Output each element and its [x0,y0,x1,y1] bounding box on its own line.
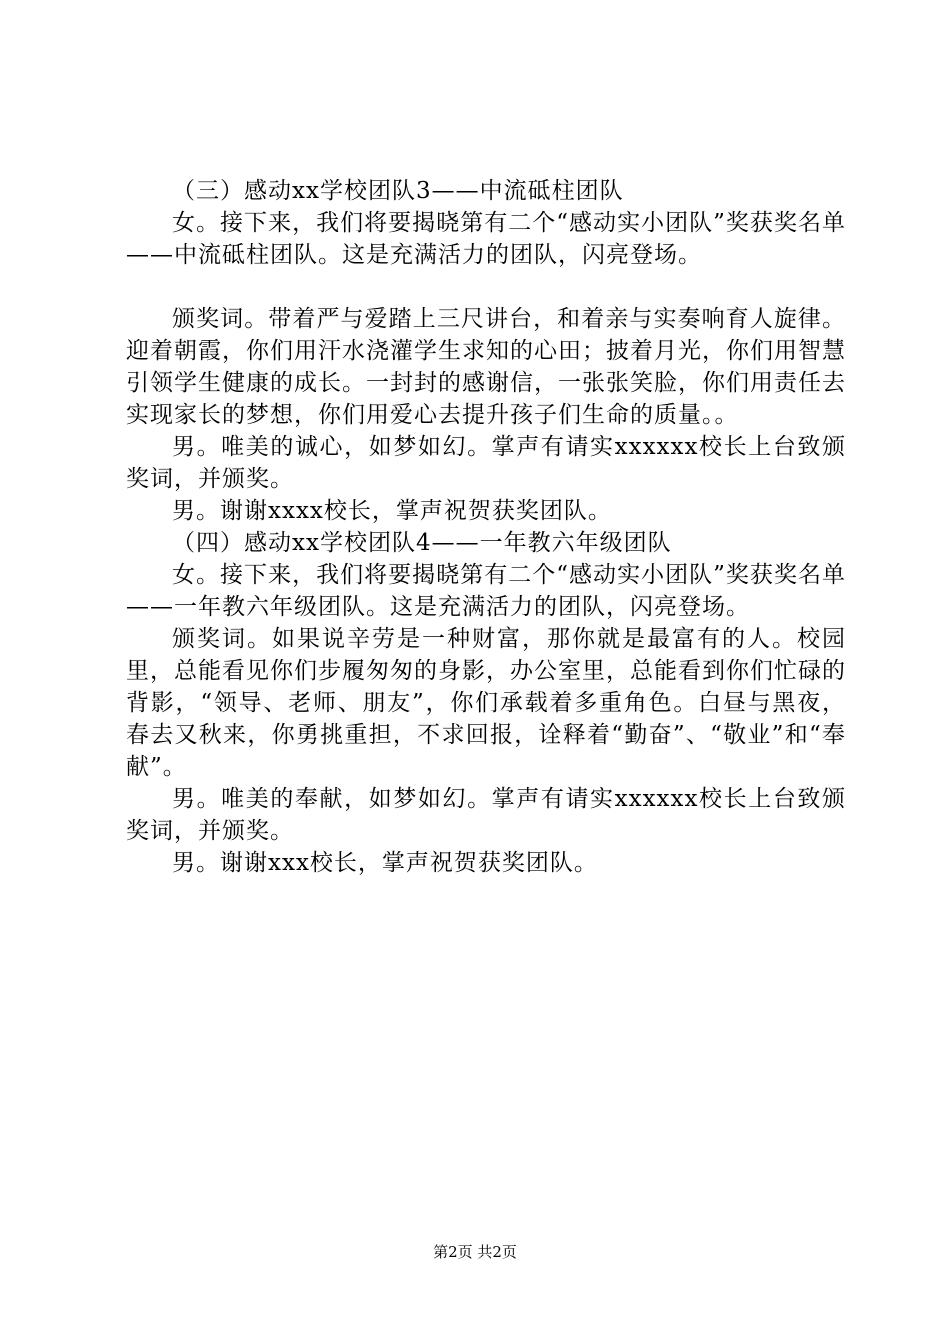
section-heading-4: （四）感动xx学校团队4——一年教六年级团队 [172,530,672,556]
paragraph-host-male-1: 男。唯美的诚心，如梦如幻。掌声有请实xxxxxx校长上台致颁奖词，并颁奖。 [126,434,846,492]
paragraph-award-speech-1: 颁奖词。带着严与爱踏上三尺讲台，和着亲与实奏响育人旋律。迎着朝霞，你们用汗水浇灌学生求知的心田；披着月光，你们用智慧引领学生健康的成长。一封封的感谢信，一张张笑脸，你们用责任去实现家长的梦想，你们用爱心去提升孩子们生命的质量。。 [126,306,846,428]
page-number-footer: 第2页 共2页 [433,1243,517,1261]
paragraph-host-male-3: 男。唯美的奉献，如梦如幻。掌声有请实xxxxxx校长上台致颁奖词，并颁奖。 [126,786,846,844]
paragraph-host-male-4: 男。谢谢xxx校长，掌声祝贺获奖团队。 [172,850,598,876]
document-body [126,175,846,879]
paragraph-host-male-2: 男。谢谢xxxx校长，掌声祝贺获奖团队。 [172,498,612,524]
section-heading-3: （三）感动xx学校团队3——中流砥柱团队 [172,178,624,204]
paragraph-host-female-2: 女。接下来，我们将要揭晓第有二个“感动实小团队”奖获奖名单——一年教六年级团队。这是充满活力的团队，闪亮登场。 [126,562,846,620]
paragraph-host-female-1: 女。接下来，我们将要揭晓第有二个“感动实小团队”奖获奖名单——中流砥柱团队。这是充满活力的团队，闪亮登场。 [126,210,846,268]
paragraph-award-speech-2: 颁奖词。如果说辛劳是一种财富，那你就是最富有的人。校园里，总能看见你们步履匆匆的身影，办公室里，总能看到你们忙碌的背影，“领导、老师、朋友”，你们承载着多重角色。白昼与黑夜，春去又秋来，你勇挑重担，不求回报，诠释着“勤奋”、“敬业”和“奉献”。 [126,626,846,780]
